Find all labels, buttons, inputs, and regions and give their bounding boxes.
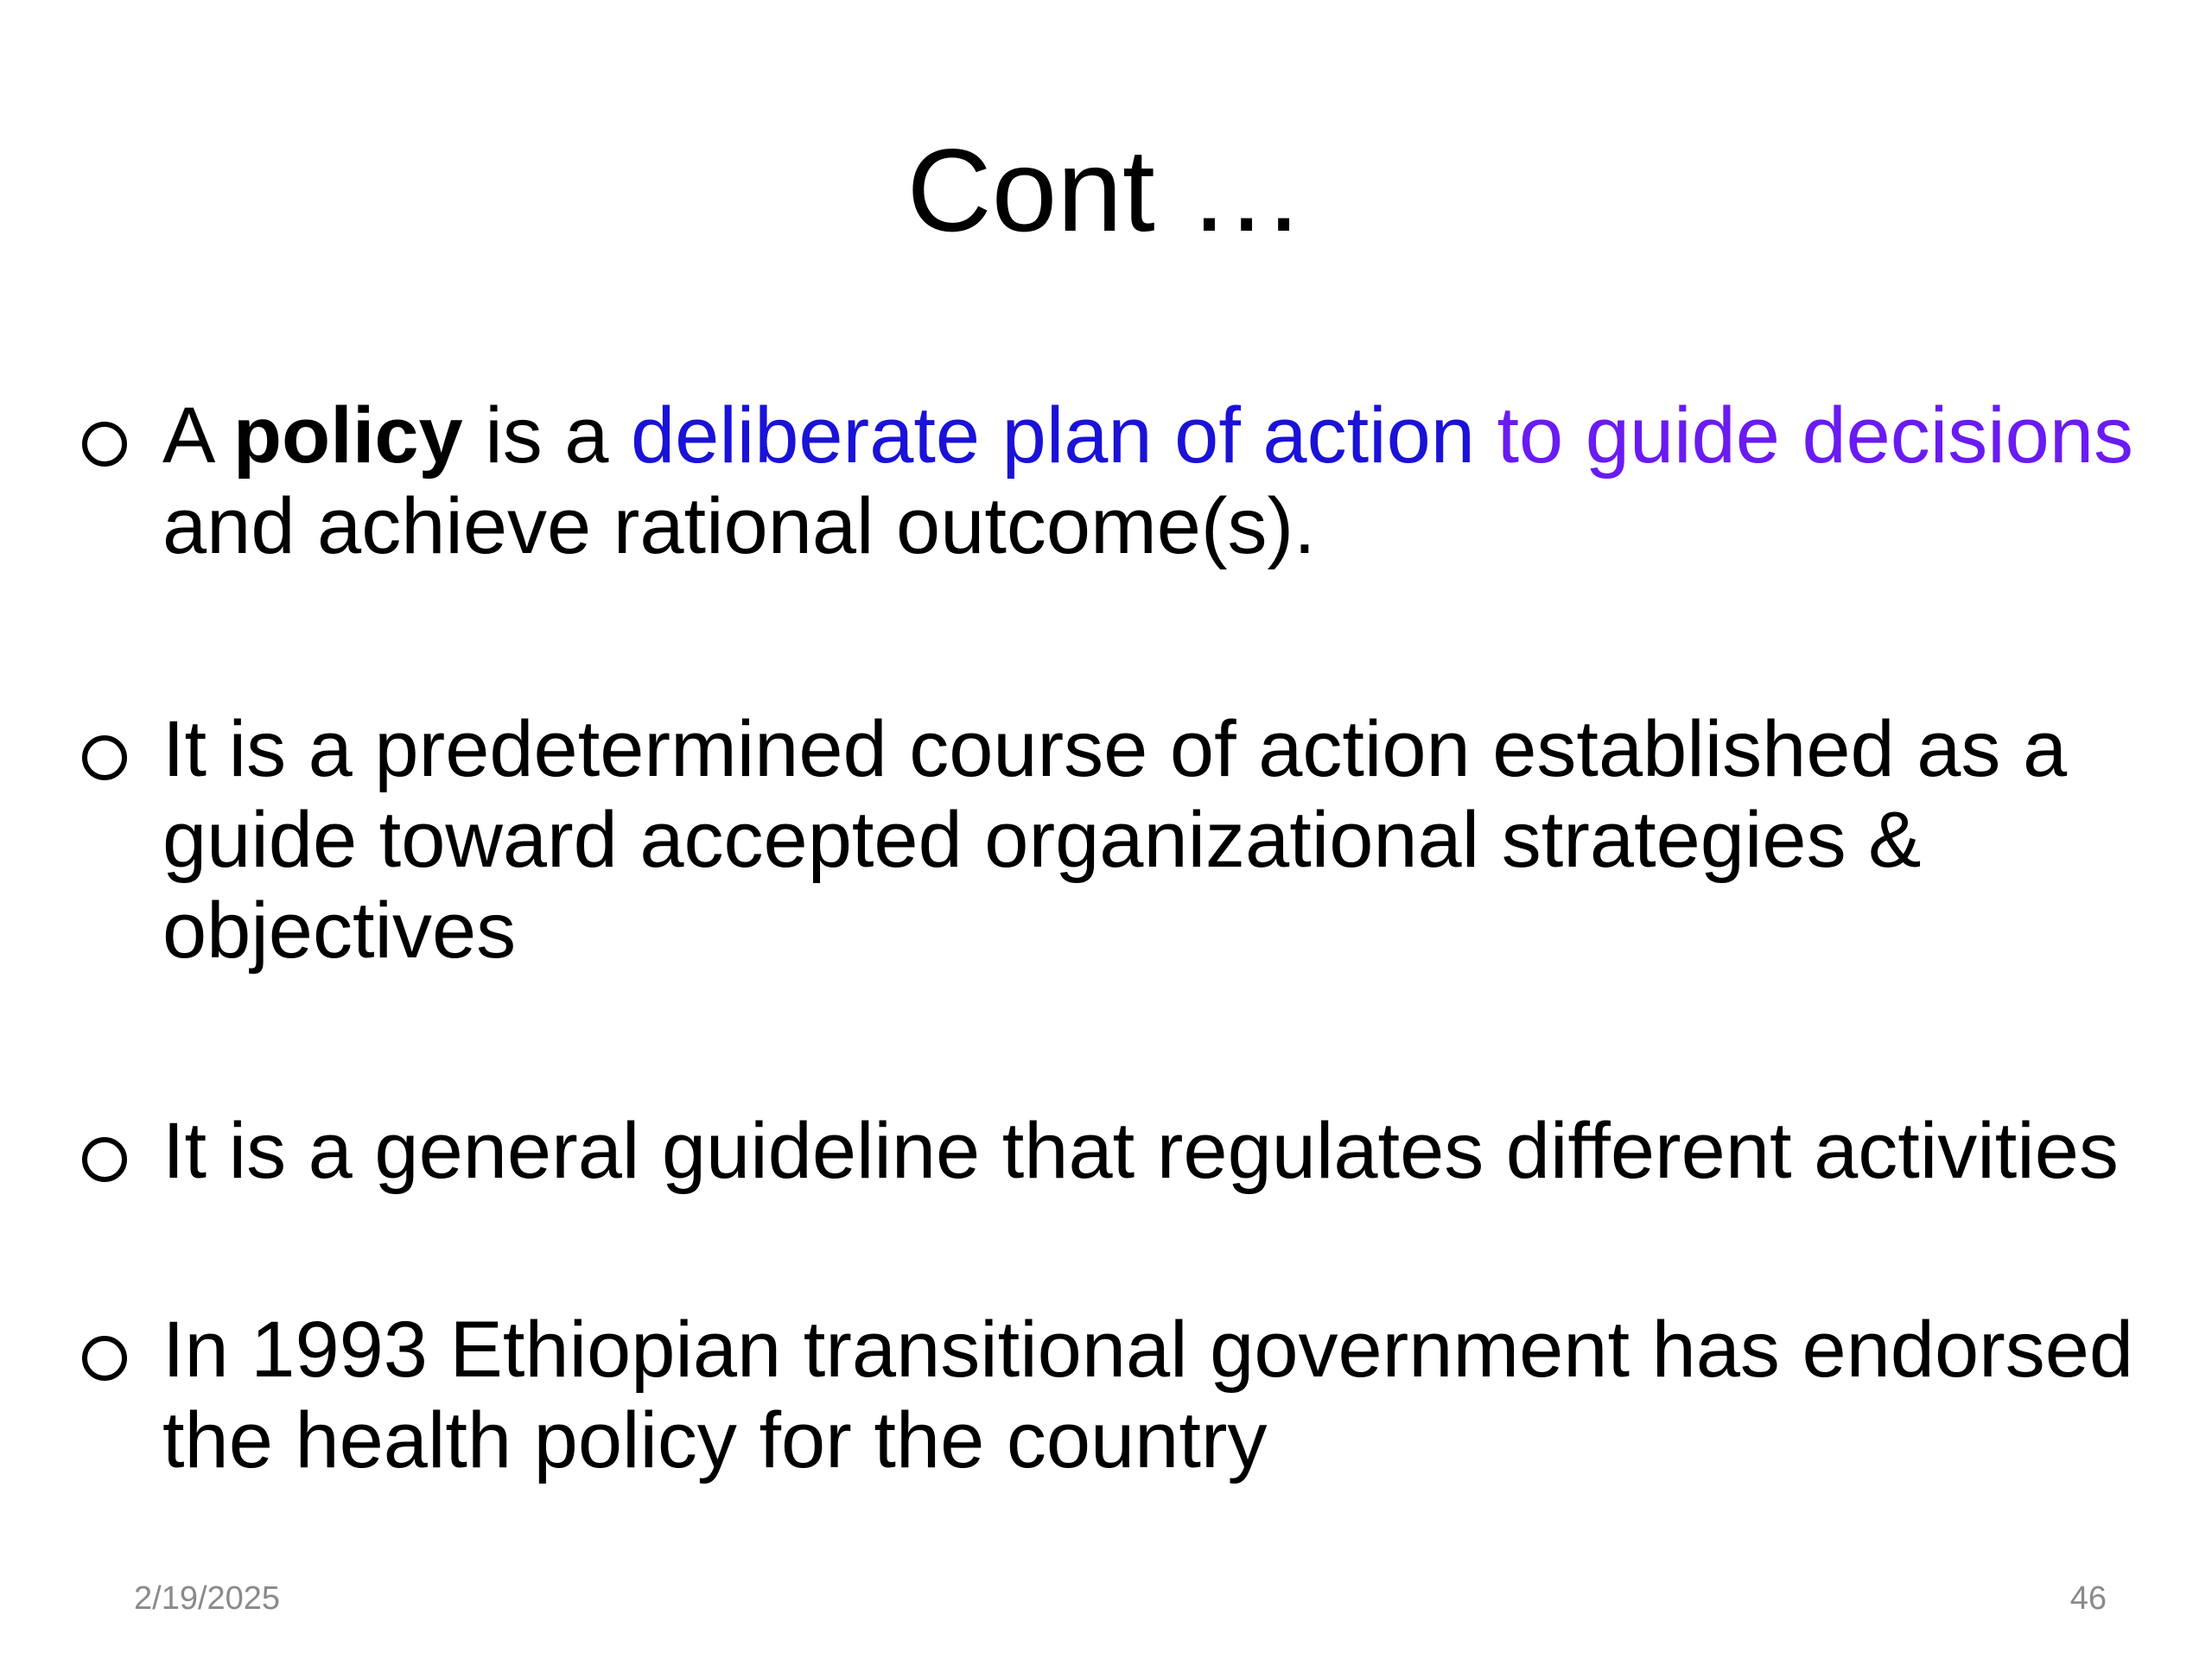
hollow-circle-bullet-icon	[82, 1336, 127, 1381]
footer-page-number: 46	[2069, 1580, 2107, 1617]
bullet-text: It is a general guideline that regulates different activities	[162, 1107, 2119, 1195]
slide-title: Cont …	[906, 124, 1306, 256]
hollow-circle-bullet-icon	[82, 735, 127, 780]
hollow-circle-bullet-icon	[82, 1137, 127, 1182]
text-run-blue: deliberate plan of action	[631, 391, 1475, 480]
bullet-text	[162, 391, 2167, 572]
text-run-violet: to guide decisions	[1497, 391, 2133, 480]
text-run: A	[162, 391, 233, 480]
text-run	[1475, 391, 1497, 480]
bullet-text: It is a predetermined course of action established as a guide toward accepted organizational strategies & objectives	[162, 705, 2068, 975]
text-run-bold: policy	[232, 391, 463, 480]
text-run: is a	[462, 391, 632, 480]
hollow-circle-bullet-icon	[82, 422, 127, 467]
bullet-text: In 1993 Ethiopian transitional government has endorsed the health policy for the country	[162, 1306, 2134, 1484]
footer-date: 2/19/2025	[134, 1580, 281, 1617]
text-run: and achieve rational outcome(s).	[162, 482, 1316, 570]
